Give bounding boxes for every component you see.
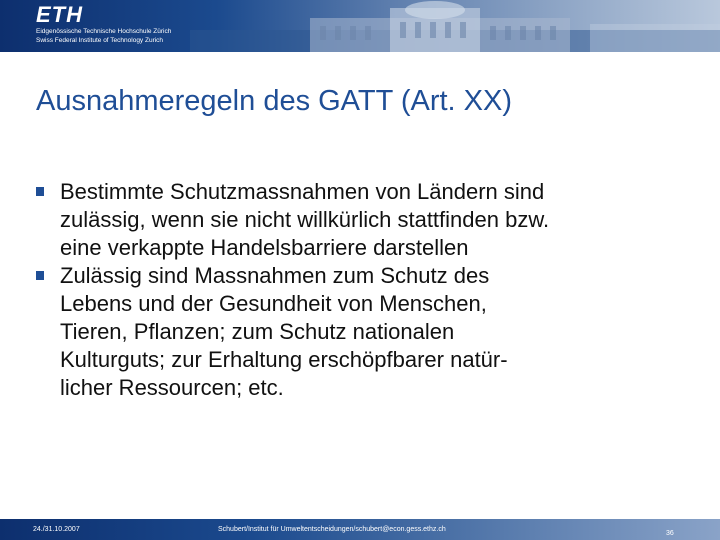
eth-logo: [36, 4, 171, 45]
footer-author-info: Schubert/Institut für Umweltentscheidungen/schubert@econ.gess.ethz.ch: [218, 526, 446, 533]
bullet-list: [36, 178, 696, 402]
footer-bar: [0, 519, 720, 540]
bullet-item: [36, 262, 696, 402]
bullet-line: Bestimmte Schutzmassnahmen von Ländern sind: [60, 179, 545, 204]
bullet-line: Zulässig sind Massnahmen zum Schutz des: [60, 263, 490, 288]
bullet-line: eine verkappte Handelsbarriere darstellen: [60, 235, 469, 260]
bullet-line: Lebens und der Gesundheit von Menschen,: [60, 291, 487, 316]
bullet-line: zulässig, wenn sie nicht willkürlich stattfinden bzw.: [60, 207, 550, 232]
logo-text: ETH: [36, 2, 83, 27]
page-number: 36: [666, 530, 674, 537]
logo-subtitle-german: Eidgenössische Technische Hochschule Zürich: [36, 28, 172, 35]
square-bullet-icon: [36, 271, 44, 280]
bullet-line: Kulturguts; zur Erhaltung erschöpfbarer natür-: [60, 347, 508, 372]
bullet-line: licher Ressourcen; etc.: [60, 375, 284, 400]
header-banner: [0, 0, 720, 52]
square-bullet-icon: [36, 187, 44, 196]
bullet-line: Tieren, Pflanzen; zum Schutz nationalen: [60, 319, 455, 344]
eth-building-image: [190, 0, 720, 52]
logo-subtitle-english: Swiss Federal Institute of Technology Zurich: [36, 37, 164, 44]
footer-date: 24./31.10.2007: [33, 526, 80, 533]
bullet-item: [36, 178, 696, 262]
slide-title: Ausnahmeregeln des GATT (Art. XX): [36, 85, 513, 117]
